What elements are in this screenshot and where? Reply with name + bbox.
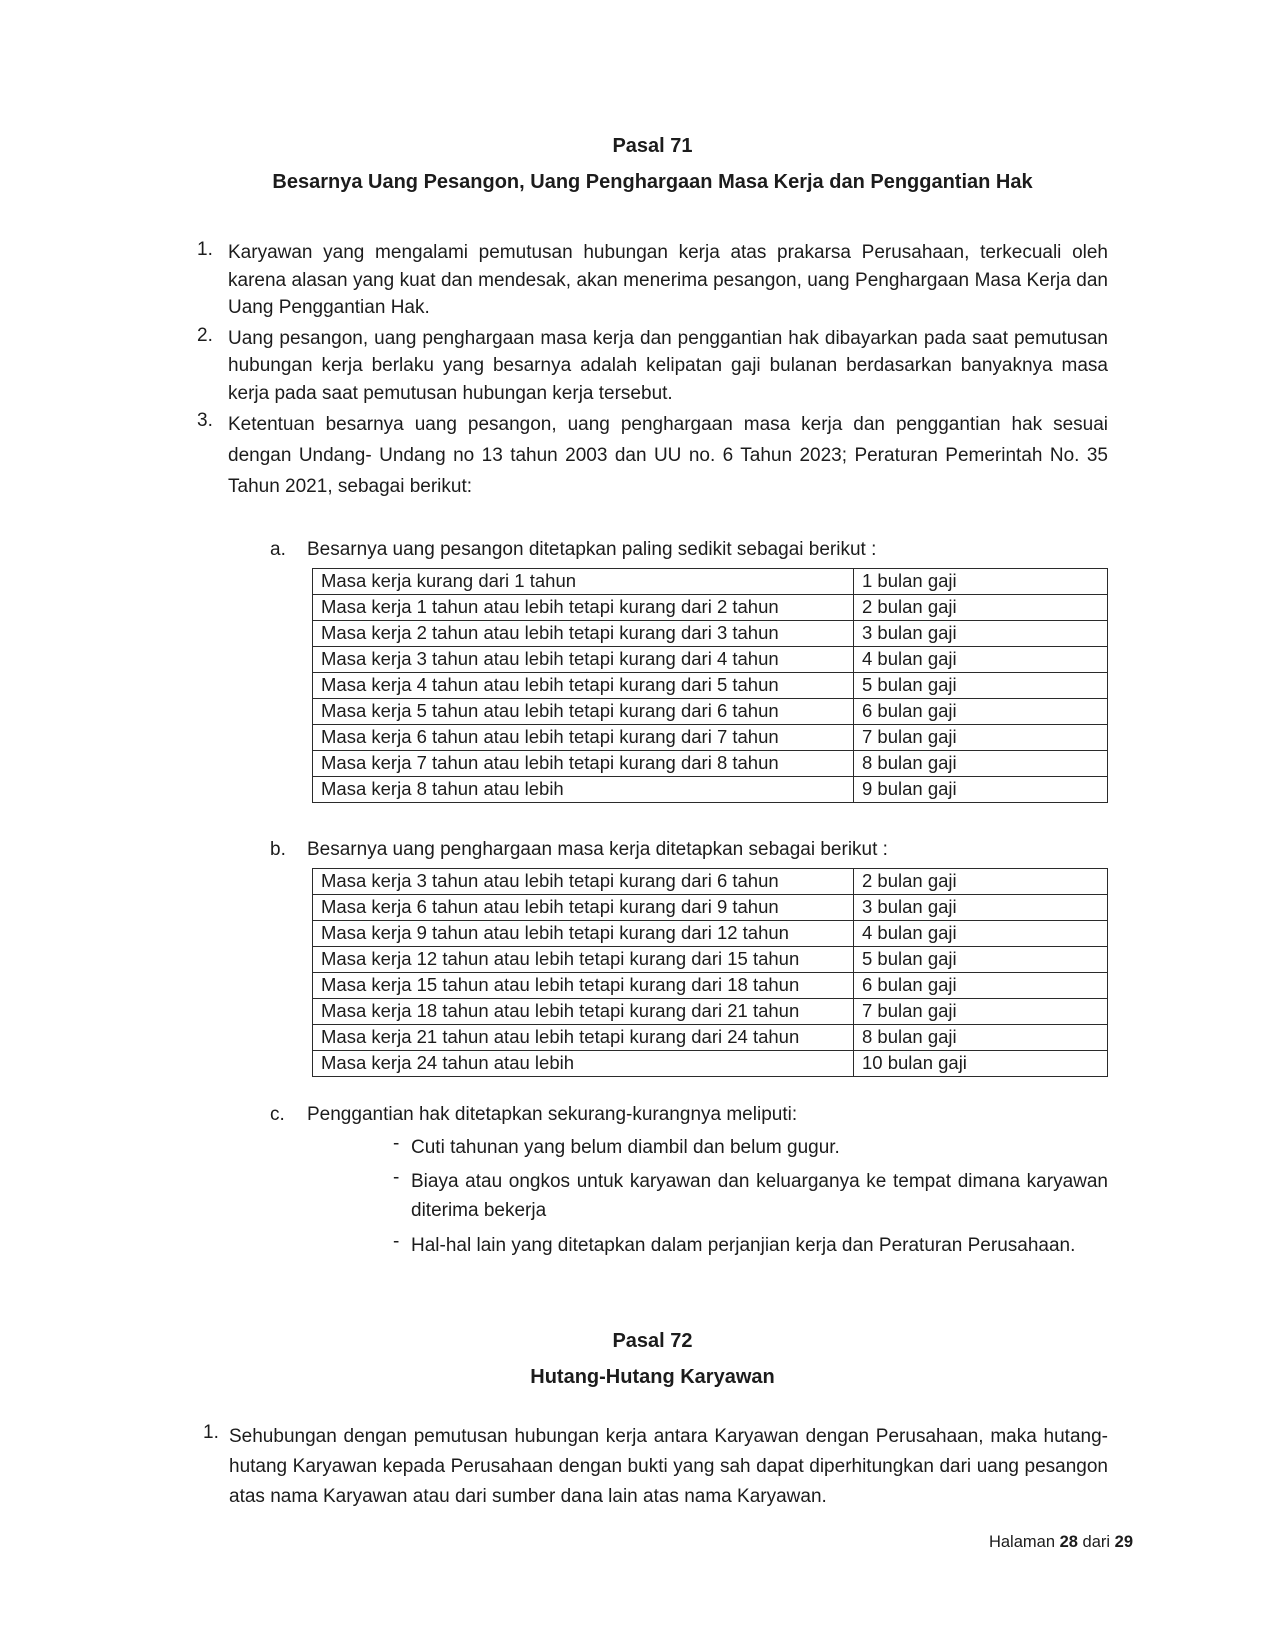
severance-pay-table	[312, 568, 1108, 803]
service-award-table	[312, 868, 1108, 1077]
pasal-72-title: Pasal 72	[612, 1330, 693, 1353]
cell-amount: 9 bulan gaji	[854, 776, 1108, 802]
numbered-item-3	[197, 410, 1108, 502]
cell-period: Masa kerja 8 tahun atau lebih	[313, 776, 854, 802]
table-row	[313, 776, 1108, 802]
cell-period: Masa kerja 24 tahun atau lebih	[313, 1050, 854, 1076]
numbered-item-1	[197, 239, 1108, 322]
cell-period: Masa kerja kurang dari 1 tahun	[313, 568, 854, 594]
cell-period: Masa kerja 3 tahun atau lebih tetapi kurang dari 4 tahun	[313, 646, 854, 672]
footer-separator: dari	[1077, 1533, 1115, 1551]
footer-total-pages: 29	[1114, 1533, 1133, 1551]
section-pasal-71	[197, 135, 1108, 1260]
table-row	[313, 868, 1108, 894]
cell-amount: 8 bulan gaji	[854, 1024, 1108, 1050]
cell-amount: 8 bulan gaji	[854, 750, 1108, 776]
item-number: 1.	[203, 1422, 219, 1444]
pasal-71-title: Pasal 71	[612, 135, 693, 157]
list-item-text: Cuti tahunan yang belum diambil dan belum gugur.	[411, 1136, 840, 1158]
table-row	[313, 646, 1108, 672]
pasal-72-subtitle: Hutang-Hutang Karyawan	[530, 1366, 775, 1389]
item-text: Karyawan yang mengalami pemutusan hubungan kerja atas prakarsa Perusahaan, terkecuali oleh karena alasan yang kuat dan mendesak, akan menerima pesangon, uang Penghargaan Masa Kerja dan Uang Penggantian Hak.	[228, 242, 1108, 319]
footer-label: Halaman	[988, 1533, 1060, 1551]
cell-amount: 6 bulan gaji	[854, 972, 1108, 998]
cell-amount: 5 bulan gaji	[854, 946, 1108, 972]
cell-amount: 1 bulan gaji	[854, 568, 1108, 594]
cell-period: Masa kerja 21 tahun atau lebih tetapi kurang dari 24 tahun	[313, 1024, 854, 1050]
table-row	[313, 568, 1108, 594]
list-item	[393, 1231, 1108, 1260]
subpoint-label: c.	[270, 1103, 285, 1125]
subpoint-heading: Besarnya uang pesangon ditetapkan paling sedikit sebagai berikut :	[307, 538, 877, 560]
table-row	[313, 946, 1108, 972]
table-row	[313, 920, 1108, 946]
cell-amount: 4 bulan gaji	[854, 646, 1108, 672]
cell-period: Masa kerja 7 tahun atau lebih tetapi kurang dari 8 tahun	[313, 750, 854, 776]
item-text: Uang pesangon, uang penghargaan masa kerja dan penggantian hak dibayarkan pada saat pemutusan hubungan kerja berlaku yang besarnya adalah kelipatan gaji bulanan berdasarkan banyaknya masa kerja pada saat pemutusan hubungan kerja tersebut.	[228, 327, 1108, 404]
dash-marker: -	[393, 1167, 400, 1189]
cell-period: Masa kerja 18 tahun atau lebih tetapi kurang dari 21 tahun	[313, 998, 854, 1024]
dash-marker: -	[393, 1132, 400, 1154]
item-text: Sehubungan dengan pemutusan hubungan kerja antara Karyawan dengan Perusahaan, maka hutang-hutang Karyawan kepada Perusahaan dengan bukti yang sah dapat diperhitungkan dari uang pesangon atas nama Karyawan atau dari sumber dana lain atas nama Karyawan.	[229, 1426, 1108, 1508]
cell-amount: 7 bulan gaji	[854, 724, 1108, 750]
list-item-text: Hal-hal lain yang ditetapkan dalam perjanjian kerja dan Peraturan Perusahaan.	[411, 1234, 1076, 1256]
subpoint-c	[197, 1104, 1108, 1126]
item-number: 3.	[197, 410, 213, 432]
subpoint-b	[197, 839, 1108, 861]
section-pasal-72	[197, 1330, 1108, 1512]
cell-period: Masa kerja 12 tahun atau lebih tetapi kurang dari 15 tahun	[313, 946, 854, 972]
cell-period: Masa kerja 2 tahun atau lebih tetapi kurang dari 3 tahun	[313, 620, 854, 646]
cell-period: Masa kerja 6 tahun atau lebih tetapi kurang dari 7 tahun	[313, 724, 854, 750]
cell-period: Masa kerja 3 tahun atau lebih tetapi kurang dari 6 tahun	[313, 868, 854, 894]
table-row	[313, 1024, 1108, 1050]
cell-amount: 3 bulan gaji	[854, 894, 1108, 920]
cell-amount: 10 bulan gaji	[854, 1050, 1108, 1076]
table-row	[313, 1050, 1108, 1076]
numbered-item-2	[197, 325, 1108, 408]
footer-page-number: 28	[1059, 1533, 1078, 1551]
cell-amount: 4 bulan gaji	[854, 920, 1108, 946]
cell-amount: 3 bulan gaji	[854, 620, 1108, 646]
cell-amount: 7 bulan gaji	[854, 998, 1108, 1024]
cell-period: Masa kerja 1 tahun atau lebih tetapi kurang dari 2 tahun	[313, 594, 854, 620]
rights-replacement-list	[393, 1133, 1108, 1261]
numbered-item-1	[197, 1422, 1108, 1512]
cell-period: Masa kerja 4 tahun atau lebih tetapi kurang dari 5 tahun	[313, 672, 854, 698]
page-content	[197, 135, 1108, 1515]
table-row	[313, 698, 1108, 724]
cell-amount: 2 bulan gaji	[854, 868, 1108, 894]
list-item-text: Biaya atau ongkos untuk karyawan dan keluarganya ke tempat dimana karyawan diterima bekerja	[411, 1171, 1108, 1222]
table-row	[313, 894, 1108, 920]
table-row	[313, 724, 1108, 750]
page-footer	[989, 1533, 1133, 1552]
table-row	[313, 998, 1108, 1024]
cell-amount: 5 bulan gaji	[854, 672, 1108, 698]
table-row	[313, 672, 1108, 698]
cell-period: Masa kerja 5 tahun atau lebih tetapi kurang dari 6 tahun	[313, 698, 854, 724]
subpoint-label: a.	[270, 538, 286, 560]
table-row	[313, 972, 1108, 998]
cell-period: Masa kerja 6 tahun atau lebih tetapi kurang dari 9 tahun	[313, 894, 854, 920]
dash-marker: -	[393, 1230, 400, 1252]
table-row	[313, 620, 1108, 646]
subpoint-label: b.	[270, 838, 286, 860]
cell-period: Masa kerja 15 tahun atau lebih tetapi kurang dari 18 tahun	[313, 972, 854, 998]
pasal-71-subtitle: Besarnya Uang Pesangon, Uang Penghargaan Masa Kerja dan Penggantian Hak	[272, 171, 1033, 193]
list-item	[393, 1167, 1108, 1226]
cell-amount: 6 bulan gaji	[854, 698, 1108, 724]
table-row	[313, 750, 1108, 776]
subpoint-heading: Penggantian hak ditetapkan sekurang-kurangnya meliputi:	[307, 1103, 798, 1125]
subpoint-a	[197, 539, 1108, 561]
item-number: 2.	[197, 324, 213, 346]
item-number: 1.	[197, 239, 213, 260]
list-item	[393, 1133, 1108, 1162]
cell-period: Masa kerja 9 tahun atau lebih tetapi kurang dari 12 tahun	[313, 920, 854, 946]
cell-amount: 2 bulan gaji	[854, 594, 1108, 620]
table-row	[313, 594, 1108, 620]
item-text: Ketentuan besarnya uang pesangon, uang penghargaan masa kerja dan penggantian hak sesuai dengan Undang- Undang no 13 tahun 2003 dan UU no. 6 Tahun 2023; Peraturan Pemerintah No. 35 Tahun 2021, sebagai berikut:	[228, 414, 1108, 497]
subpoint-heading: Besarnya uang penghargaan masa kerja ditetapkan sebagai berikut :	[307, 838, 888, 860]
